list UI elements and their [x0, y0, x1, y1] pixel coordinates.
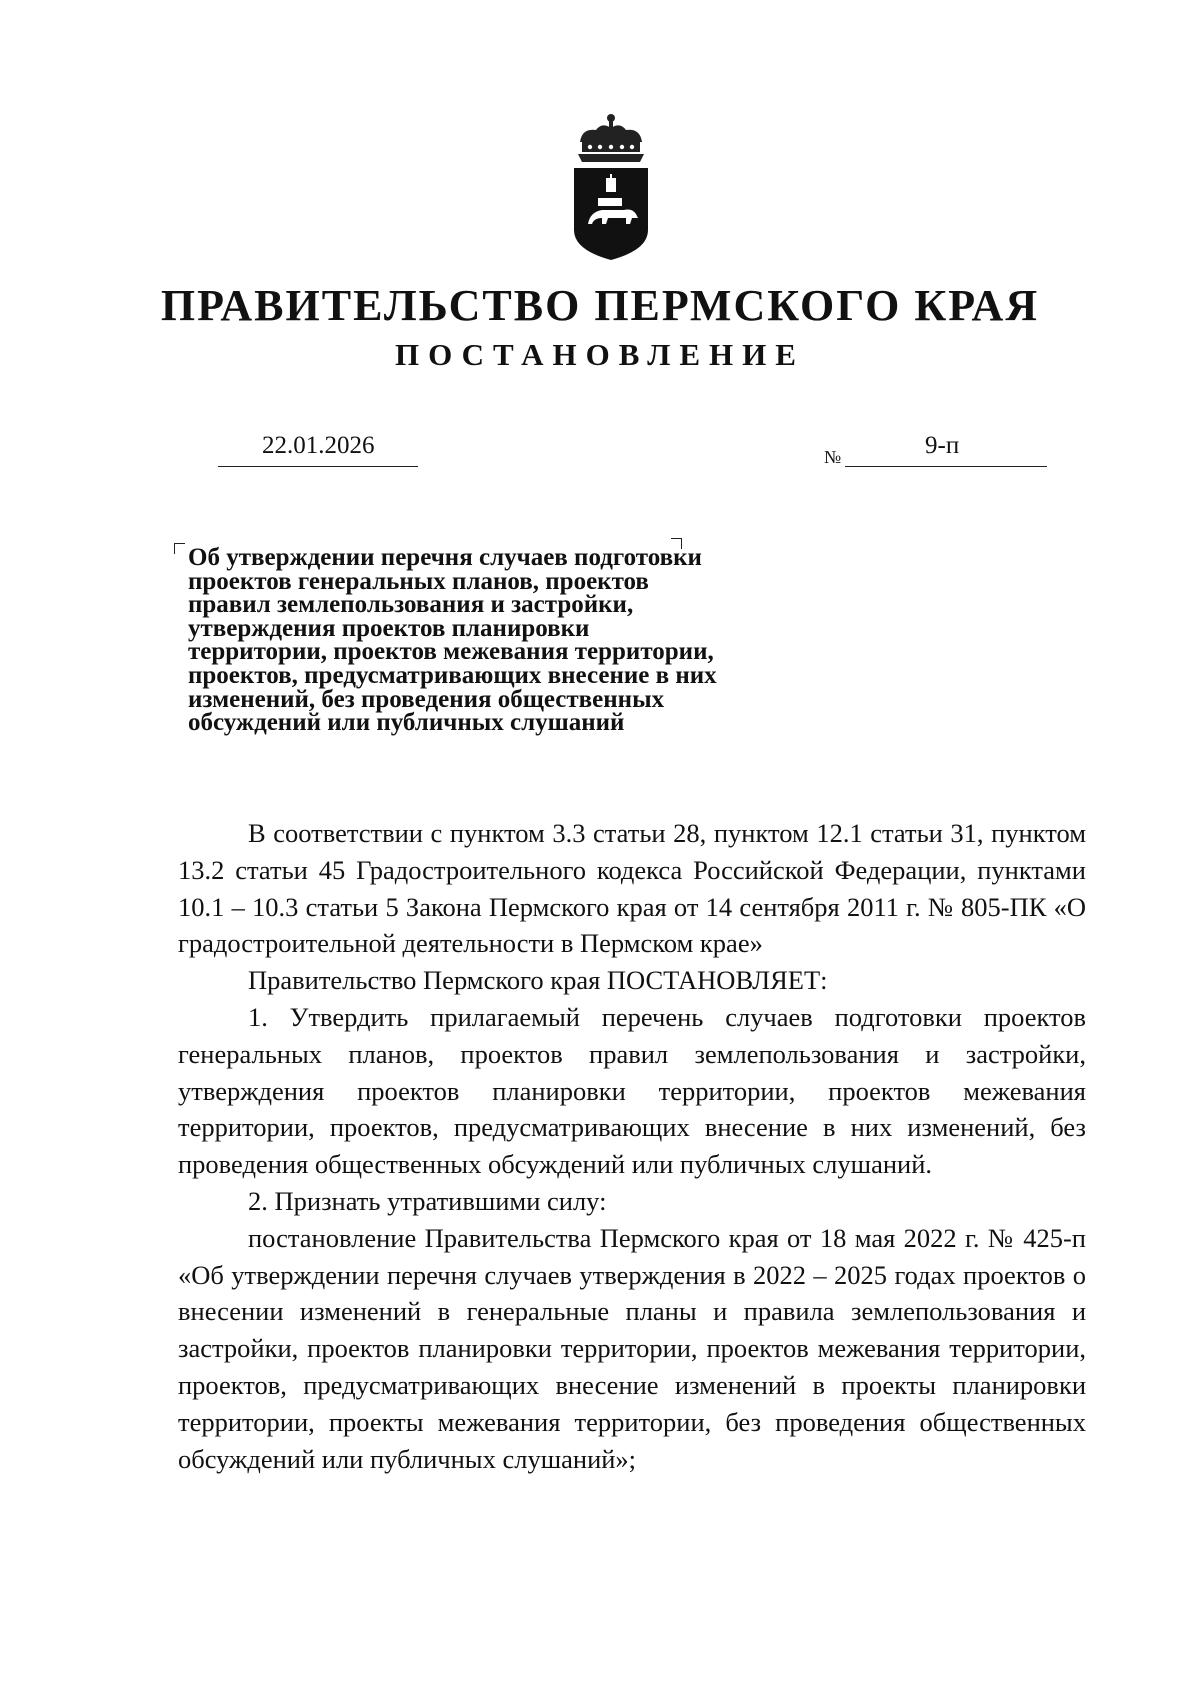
number-sign: №	[824, 447, 842, 467]
organization-name: ПРАВИТЕЛЬСТВО ПЕРМСКОГО КРАЯ	[160, 281, 1040, 330]
title-line: Об утверждении перечня случаев подготовки	[188, 544, 702, 571]
document-date: 22.01.2026	[262, 432, 375, 459]
document-title	[188, 546, 828, 735]
title-line: обсуждений или публичных слушаний	[188, 709, 625, 737]
document-type: ПОСТАНОВЛЕНИЕ	[395, 337, 805, 372]
number-line	[845, 430, 1047, 467]
document-number: 9-п	[925, 432, 960, 459]
title-corner-mark-left	[174, 543, 185, 554]
title-line: утверждения проектов планировки	[188, 614, 590, 642]
item-2-paragraph: 2. Признать утратившими силу:	[248, 1185, 607, 1216]
item-2-sub-paragraph: постановление Правительства Пермского края от 18 мая 2022 г. № 425-п «Об утверждении перечня случаев утверждения в 2022 – 2025 годах проектов о внесении изменений в генеральные планы и правила землепользования и застройки, проектов планировки территории, проектов межевания территории, проектов, предусматривающих внесение изменений в проекты планировки территории, проекты межевания территории, без проведения общественных обсуждений или публичных слушаний»;	[178, 1222, 1086, 1474]
title-line: проектов генеральных планов, проектов	[188, 567, 649, 595]
title-line: территории, проектов межевания территории,	[188, 638, 714, 666]
item-1-paragraph: 1. Утвердить прилагаемый перечень случаев подготовки проектов генеральных планов, проектов правил землепользования и застройки, утверждения проектов планировки территории, проектов межевания территории, проектов, предусматривающих внесение в них изменений, без проведения общественных обсуждений или публичных слушаний.	[178, 1001, 1086, 1180]
document-body	[178, 815, 1086, 1477]
decree-paragraph: Правительство Пермского края ПОСТАНОВЛЯЕТ:	[248, 965, 828, 996]
coat-of-arms-icon	[568, 112, 654, 262]
preamble-paragraph: В соответствии с пунктом 3.3 статьи 28, пунктом 12.1 статьи 31, пунктом 13.2 статьи 45 Градостроительного кодекса Российской Федерации, пунктами 10.1 – 10.3 статьи 5 Закона Пермского края от 14 сентября 2011 г. № 805-ПК «О градостроительной деятельности в Пермском крае»	[178, 818, 1086, 959]
title-line: проектов, предусматривающих внесение в них	[188, 661, 717, 689]
title-line: изменений, без проведения общественных	[188, 685, 665, 713]
date-line	[218, 430, 418, 467]
title-line: правил землепользования и застройки,	[188, 591, 634, 619]
